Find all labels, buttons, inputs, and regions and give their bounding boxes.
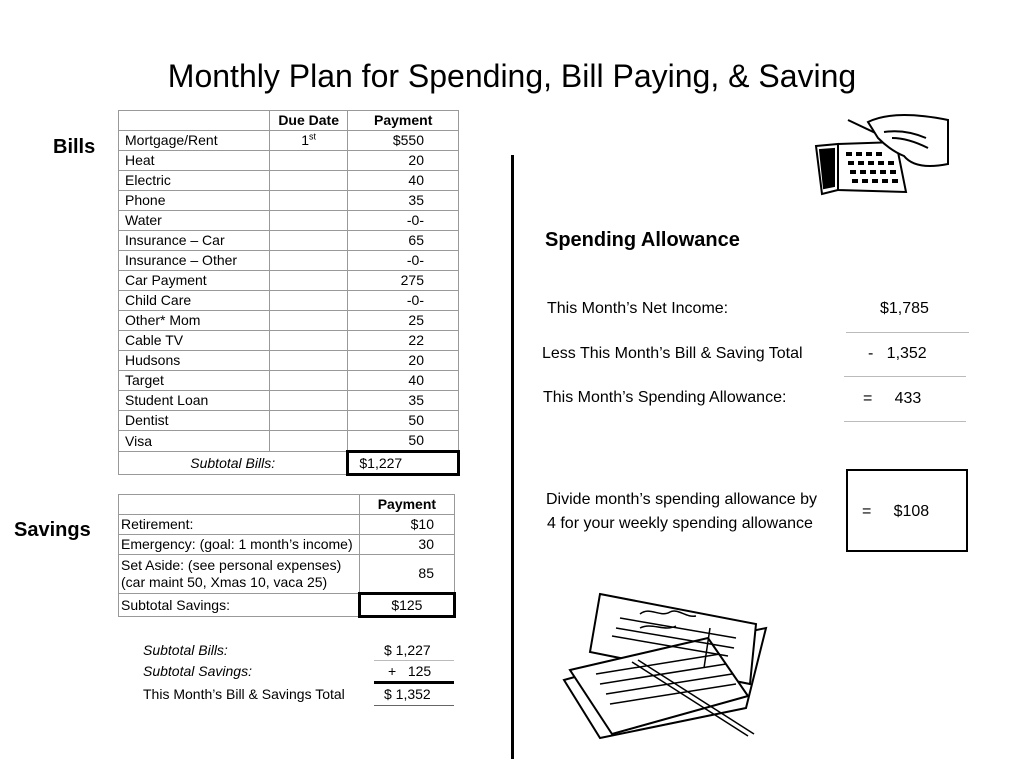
bill-due-date [269,231,347,251]
summary-total-value: $ 1,352 [384,686,431,702]
bill-row [119,231,459,251]
bill-due-date [269,131,347,151]
allowance-value: = 433 [863,390,922,407]
savings-row-name: Emergency: (goal: 1 month’s income) [119,535,360,555]
savings-section-label: Savings [14,519,91,541]
page-title: Monthly Plan for Spending, Bill Paying, & Saving [167,58,857,94]
bills-subtotal-value: $1,227 [348,452,459,475]
bill-payment: 20 [348,151,459,171]
bill-row [119,131,459,151]
spending-allowance-title: Spending Allowance [545,229,740,251]
bill-payment: 20 [348,351,459,371]
bill-row [119,311,459,331]
bill-payment: 50 [348,411,459,431]
summary-bills-label: Subtotal Bills: [143,642,228,658]
bill-row [119,251,459,271]
bill-name: Other* Mom [119,311,270,331]
bill-row [119,391,459,411]
bill-due-date [269,411,347,431]
savings-row-name-line1: Set Aside: (see personal expenses) [121,557,342,573]
bill-payment: 40 [348,371,459,391]
bill-payment: 22 [348,331,459,351]
savings-row-payment: 30 [359,535,454,555]
divide-instruction-line1: Divide month’s spending allowance by [546,491,817,508]
bill-name: Heat [119,151,270,171]
savings-header-row [119,495,455,515]
bills-table [118,110,460,476]
bill-due-suffix: st [309,131,317,142]
summary-savings-label: Subtotal Savings: [143,663,252,679]
calculator-hand-icon [808,108,956,200]
bills-header-name [119,111,270,131]
bill-row [119,431,459,452]
bill-row [119,371,459,391]
savings-table [118,494,456,618]
bill-row [119,151,459,171]
savings-row-name: Retirement: [119,515,360,535]
bill-due-date [269,331,347,351]
bill-payment: -0- [348,251,459,271]
allowance-label: This Month’s Spending Allowance: [543,389,787,406]
bill-due-date [269,291,347,311]
savings-header-name [119,495,360,515]
summary-bottom-rule [374,705,454,706]
bill-due-date [269,191,347,211]
less-total-rule [844,376,966,377]
net-income-rule [846,332,969,333]
bill-payment: -0- [348,211,459,231]
bill-name: Phone [119,191,270,211]
less-total-value: - 1,352 [868,345,927,362]
bill-name: Electric [119,171,270,191]
bill-name: Hudsons [119,351,270,371]
savings-row [119,555,455,594]
bill-payment: 50 [348,431,459,452]
savings-row-name-line2: (car maint 50, Xmas 10, vaca 25) [121,574,328,590]
bill-row [119,191,459,211]
divide-instruction-line2: 4 for your weekly spending allowance [547,515,813,532]
savings-row [119,515,455,535]
bills-subtotal-row [119,452,459,475]
bill-row [119,171,459,191]
bill-payment: 35 [348,191,459,211]
bills-header-row [119,111,459,131]
bill-due-date [269,251,347,271]
savings-row [119,535,455,555]
savings-row-payment: $10 [359,515,454,535]
savings-subtotal-row [119,594,455,617]
weekly-allowance-value: = $108 [862,503,930,520]
summary-savings-value: + 125 [388,663,432,679]
checkbook-icon [560,588,780,740]
bill-due-date [269,171,347,191]
bill-name: Insurance – Car [119,231,270,251]
allowance-rule [844,421,966,422]
bill-due-day: 1 [301,132,310,148]
bill-name: Visa [119,431,270,452]
weekly-allowance-box [846,469,968,552]
bill-payment: 40 [348,171,459,191]
bill-due-date [269,371,347,391]
bill-row [119,331,459,351]
summary-divider [374,660,454,661]
bill-payment: -0- [348,291,459,311]
bill-name: Mortgage/Rent [119,131,270,151]
bill-payment: $550 [348,131,459,151]
less-total-label: Less This Month’s Bill & Saving Total [542,345,803,362]
bill-row [119,291,459,311]
bill-due-date [269,391,347,411]
bills-section-label: Bills [53,136,96,158]
net-income-value: $1,785 [880,300,929,317]
summary-total-label: This Month’s Bill & Savings Total [143,686,345,702]
summary-total-rule [374,681,454,684]
bills-subtotal-label: Subtotal Bills: [119,452,348,475]
bills-body [119,131,459,452]
bill-payment: 35 [348,391,459,411]
net-income-label: This Month’s Net Income: [547,300,729,317]
bill-name: Target [119,371,270,391]
savings-row-payment: 85 [359,555,454,594]
bill-payment: 25 [348,311,459,331]
bill-due-date [269,271,347,291]
bill-due-date [269,211,347,231]
bill-row [119,411,459,431]
bill-row [119,211,459,231]
savings-row-name [119,555,360,594]
bill-name: Insurance – Other [119,251,270,271]
savings-subtotal-value: $125 [359,594,454,617]
bill-due-date [269,351,347,371]
bills-header-payment: Payment [348,111,459,131]
savings-header-payment: Payment [359,495,454,515]
bill-name: Car Payment [119,271,270,291]
bill-due-date [269,151,347,171]
savings-subtotal-label: Subtotal Savings: [119,594,360,617]
bill-name: Child Care [119,291,270,311]
bill-name: Cable TV [119,331,270,351]
bill-name: Water [119,211,270,231]
bill-row [119,271,459,291]
bill-due-date [269,311,347,331]
bill-row [119,351,459,371]
summary-bills-value: $ 1,227 [384,642,431,658]
vertical-divider [511,155,514,759]
bills-header-due-date: Due Date [269,111,347,131]
bill-name: Student Loan [119,391,270,411]
bill-payment: 275 [348,271,459,291]
bill-payment: 65 [348,231,459,251]
bill-due-date [269,431,347,452]
bill-name: Dentist [119,411,270,431]
